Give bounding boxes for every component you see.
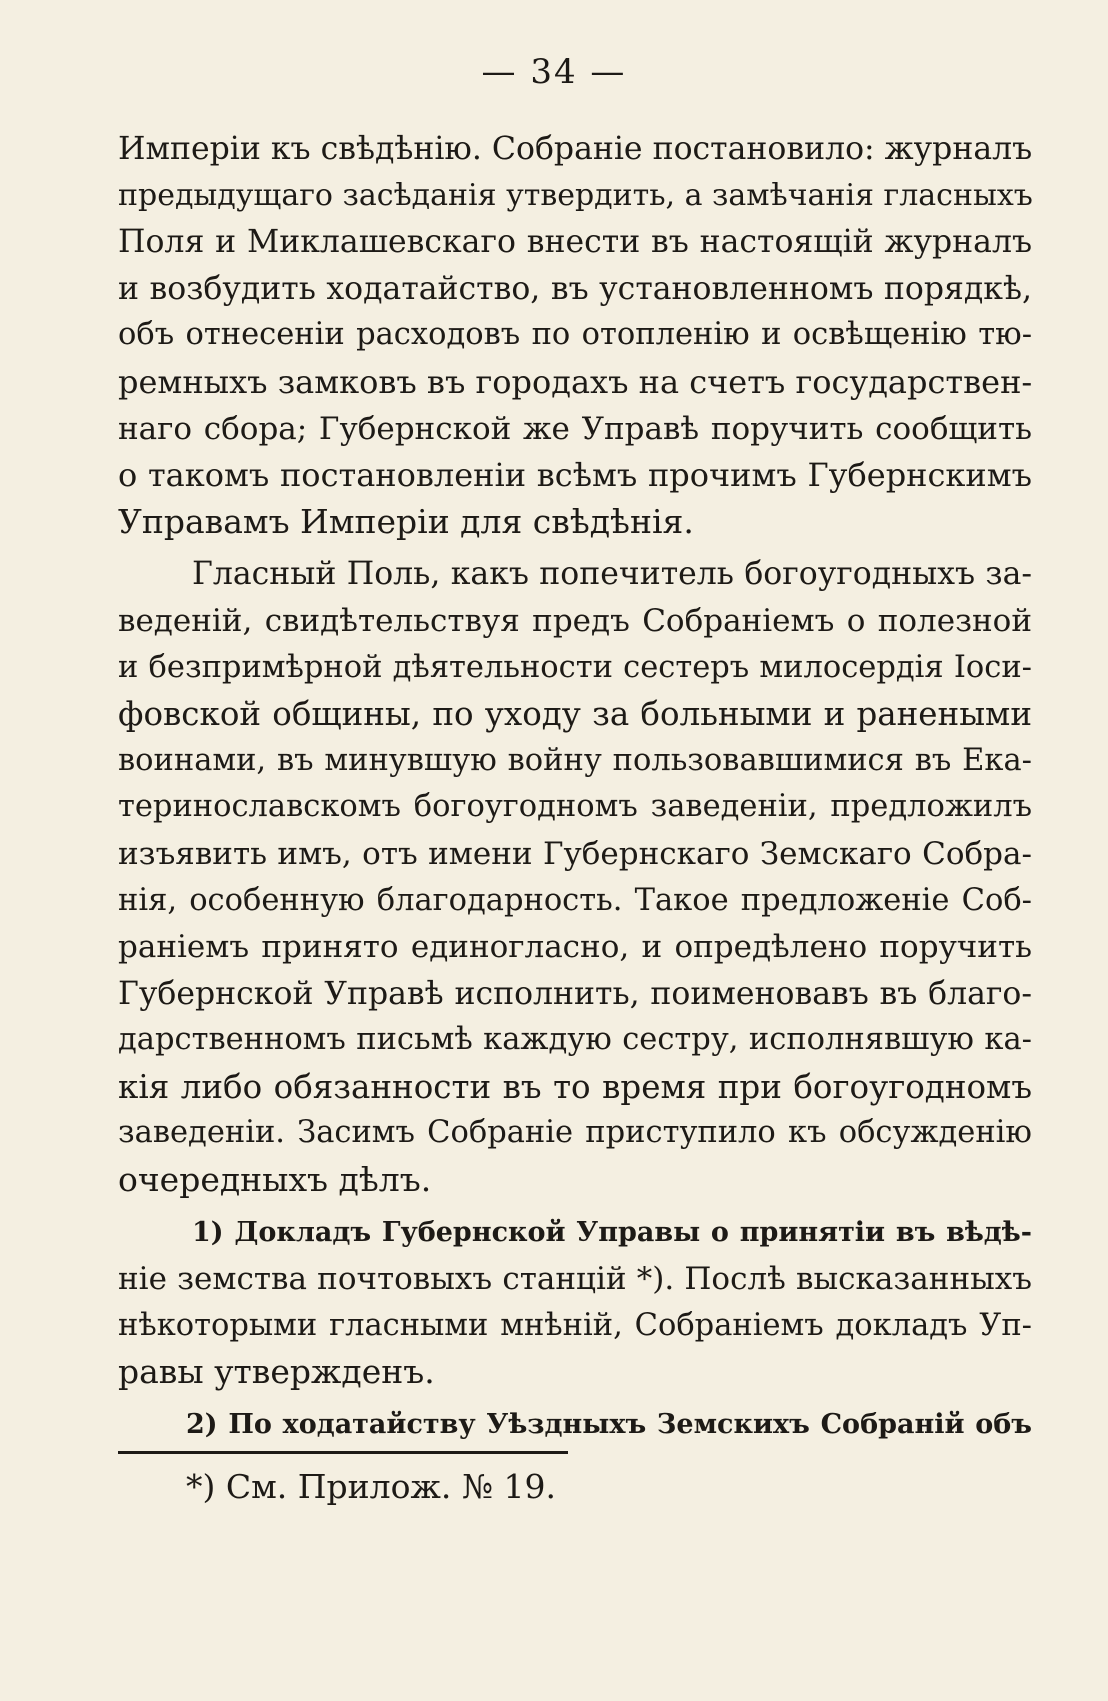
text-line: равы утвержденъ. — [118, 1352, 435, 1392]
text-line: Губернской Управѣ исполнить, поименовавъ въ благо- — [118, 975, 1032, 1012]
text-line: Управамъ Имперіи для свѣдѣнія. — [118, 501, 694, 541]
text-line: Имперіи къ свѣдѣнію. Собраніе постановило: журналъ — [118, 131, 1033, 167]
text-line: объ отнесеніи расходовъ по отопленію и освѣщенію тю- — [118, 317, 1032, 353]
text-line: дарственномъ письмѣ каждую сестру, исполнявшую ка- — [118, 1022, 1032, 1058]
agenda-item-heading: 2) По ходатайству Уѣздныхъ Земскихъ Собраній объ — [186, 1409, 1032, 1441]
text-line: Поля и Миклашевскаго внести въ настоящій журналъ — [118, 224, 1032, 261]
text-line: и безпримѣрной дѣятельности сестеръ милосердія Іоси- — [118, 649, 1032, 685]
text-line: веденій, свидѣтельствуя предъ Собраніемъ о полезной — [118, 602, 1032, 639]
text-line: кія либо обязанности въ то время при богоугодномъ — [118, 1067, 1032, 1106]
text-line: воинами, въ минувшую войну пользовавшимися въ Ека- — [118, 742, 1032, 778]
text-line: теринославскомъ богоугодномъ заведеніи, предложилъ — [118, 789, 1032, 825]
footnote: *) См. Прилож. № 19. — [186, 1467, 557, 1506]
text-line: ремныхъ замковъ въ городахъ на счетъ государствен- — [118, 362, 1033, 401]
text-line: нѣкоторыми гласными мнѣній, Собраніемъ докладъ Уп- — [118, 1307, 1032, 1343]
text-line: и возбудить ходатайство, въ установленномъ порядкѣ, — [118, 270, 1032, 307]
text-line: фовской общины, по уходу за больными и ранеными — [118, 695, 1032, 734]
text-line: Гласный Поль, какъ попечитель богоугодныхъ за- — [192, 556, 1032, 593]
footnote-divider — [118, 1451, 568, 1454]
agenda-item-heading: 1) Докладъ Губернской Управы о принятіи въ вѣдѣ- — [192, 1216, 1032, 1248]
text-line: ніе земства почтовыхъ станцій *). Послѣ высказанныхъ — [118, 1261, 1032, 1298]
text-line: заведеніи. Засимъ Собраніе приступило къ обсужденію — [118, 1115, 1032, 1151]
body-text — [118, 126, 1032, 1449]
page-number: — 34 — — [481, 52, 627, 92]
text-line: предыдущаго засѣданія утвердить, а замѣчанія гласныхъ — [118, 177, 1033, 213]
text-line: наго сбора; Губернской же Управѣ поручить сообщить — [118, 410, 1032, 447]
text-line: нія, особенную благодарность. Такое предложеніе Соб- — [118, 882, 1032, 918]
text-line: о такомъ постановленіи всѣмъ прочимъ Губернскимъ — [118, 456, 1032, 495]
text-line: раніемъ принято единогласно, и опредѣлено поручить — [118, 929, 1032, 966]
text-line: изъявить имъ, отъ имени Губернскаго Земскаго Собра- — [118, 835, 1032, 872]
text-line: очередныхъ дѣлъ. — [118, 1160, 432, 1200]
